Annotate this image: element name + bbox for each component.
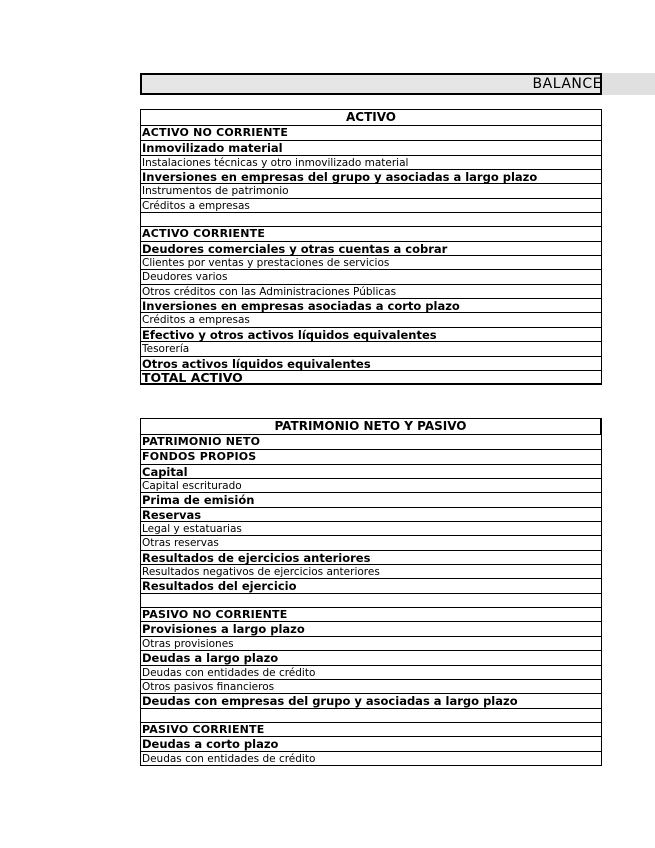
table-row: ACTIVO NO CORRIENTE [142, 126, 289, 139]
table-row: Créditos a empresas [141, 312, 601, 326]
activo-header: ACTIVO [140, 109, 602, 126]
table-row: Prima de emisión [141, 492, 601, 506]
table-row: Deudas con entidades de crédito [141, 751, 601, 765]
table-row: Reservas [141, 507, 601, 521]
table-row: Capital escriturado [141, 478, 601, 492]
table-row: ACTIVO CORRIENTE [141, 226, 601, 240]
table-row: Resultados negativos de ejercicios anteriores [141, 564, 601, 578]
table-row: Deudas con empresas del grupo y asociadas a largo plazo [141, 693, 601, 707]
table-row: Instalaciones técnicas y otro inmovilizado material [141, 155, 601, 169]
activo-rows [141, 126, 601, 384]
table-row: Deudores comerciales y otras cuentas a cobrar [141, 241, 601, 255]
table-row: Inversiones en empresas asociadas a corto plazo [141, 298, 601, 312]
table-row: Otras reservas [141, 535, 601, 549]
table-row: Créditos a empresas [141, 198, 601, 212]
activo-table [140, 109, 602, 385]
page-title: BALANCE [532, 76, 602, 92]
pasivo-header: PATRIMONIO NETO Y PASIVO [140, 418, 602, 435]
empty-row [141, 708, 601, 722]
table-row: PASIVO CORRIENTE [141, 722, 601, 736]
table-row: Provisiones a largo plazo [141, 621, 601, 635]
table-row: Efectivo y otros activos líquidos equivalentes [141, 327, 601, 341]
table-row: Tesorería [141, 341, 601, 355]
pasivo-rows [141, 435, 601, 765]
table-row: Capital [141, 464, 601, 478]
table-row: Resultados del ejercicio [141, 578, 601, 592]
table-row: Deudas a corto plazo [141, 736, 601, 750]
table-row: Inversiones en empresas del grupo y asociadas a largo plazo [141, 169, 601, 183]
empty-row [141, 593, 601, 607]
table-row: Otros pasivos financieros [141, 679, 601, 693]
table-row: Clientes por ventas y prestaciones de servicios [141, 255, 601, 269]
table-row: Legal y estatuarias [141, 521, 601, 535]
pasivo-table [140, 418, 602, 766]
table-row: PATRIMONIO NETO [142, 435, 261, 448]
table-row: Deudores varios [141, 269, 601, 283]
table-row: PASIVO NO CORRIENTE [141, 607, 601, 621]
table-row: Deudas con entidades de crédito [141, 665, 601, 679]
title-bar [140, 73, 602, 95]
table-row: TOTAL ACTIVO [141, 370, 601, 384]
table-row: Resultados de ejercicios anteriores [141, 550, 601, 564]
table-row: Instrumentos de patrimonio [141, 183, 601, 197]
table-row: Otras provisiones [141, 636, 601, 650]
table-row: FONDOS PROPIOS [141, 449, 601, 463]
table-row: Deudas a largo plazo [141, 650, 601, 664]
title-bar-extension [600, 73, 655, 95]
table-row: Otros créditos con las Administraciones Públicas [141, 284, 601, 298]
table-row: Otros activos líquidos equivalentes [141, 356, 601, 370]
empty-row [141, 212, 601, 226]
table-row: Inmovilizado material [141, 140, 601, 154]
